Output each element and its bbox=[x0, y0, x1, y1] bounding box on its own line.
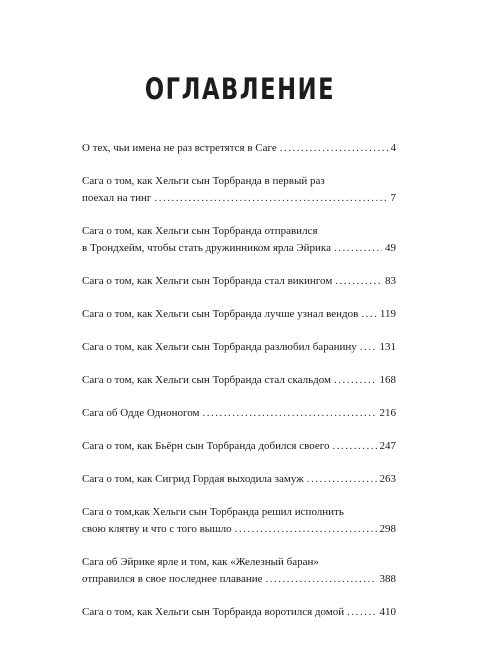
dot-leader bbox=[280, 140, 388, 157]
toc-entry-title: Сага о том, как Хельги сын Торбранда стал скальдом bbox=[82, 374, 331, 386]
toc-entry bbox=[82, 173, 396, 207]
toc-page-number: 4 bbox=[390, 142, 396, 154]
toc-entry-title: Сага о том, как Хельги сын Торбранда стал викингом bbox=[82, 275, 333, 287]
toc-entry-title: Сага о том, как Хельги сын Торбранда в первый раз bbox=[82, 175, 325, 187]
toc-entry-title: Сага о том, как Хельги сын Торбранда разлюбил баранину bbox=[82, 341, 357, 353]
toc-entry bbox=[82, 223, 396, 257]
toc-entry-title: Сага об Одде Одноногом bbox=[82, 407, 200, 419]
toc-entry bbox=[82, 372, 396, 389]
dot-leader bbox=[360, 339, 377, 356]
toc-page-number: 298 bbox=[379, 523, 396, 535]
dot-leader bbox=[154, 190, 387, 207]
dot-leader bbox=[334, 240, 382, 257]
table-of-contents bbox=[82, 140, 396, 621]
toc-page-number: 247 bbox=[379, 440, 396, 452]
toc-entry bbox=[82, 140, 396, 157]
dot-leader bbox=[235, 521, 377, 538]
toc-entry-title: О тех, чьи имена не раз встретятся в Саге bbox=[82, 142, 277, 154]
dot-leader bbox=[266, 571, 377, 588]
toc-page-number: 7 bbox=[390, 192, 396, 204]
toc-entry-title: Сага о том, как Хельги сын Торбранда лучше узнал вендов bbox=[82, 308, 359, 320]
toc-entry bbox=[82, 405, 396, 422]
toc-entry bbox=[82, 306, 396, 323]
dot-leader bbox=[335, 273, 382, 290]
toc-page-number: 83 bbox=[385, 275, 396, 287]
toc-entry bbox=[82, 339, 396, 356]
toc-page-number: 410 bbox=[379, 606, 396, 618]
dot-leader bbox=[334, 372, 377, 389]
page-title: ОГЛАВЛЕНИЕ bbox=[144, 72, 336, 106]
toc-entry bbox=[82, 604, 396, 621]
toc-page-number: 216 bbox=[379, 407, 396, 419]
toc-page-number: 131 bbox=[379, 341, 396, 353]
dot-leader bbox=[332, 438, 376, 455]
toc-page-number: 263 bbox=[379, 473, 396, 485]
toc-entry-title-continued: в Трондхейм, чтобы стать дружинником ярла Эйрика bbox=[82, 242, 331, 254]
toc-page-number: 49 bbox=[385, 242, 396, 254]
toc-entry bbox=[82, 438, 396, 455]
toc-page-number: 168 bbox=[379, 374, 396, 386]
dot-leader bbox=[203, 405, 377, 422]
toc-entry-title: Сага о том, как Бьёрн сын Торбранда добился своего bbox=[82, 440, 330, 452]
dot-leader bbox=[361, 306, 377, 323]
toc-page-number: 119 bbox=[379, 308, 396, 320]
toc-entry-title-continued: свою клятву и что с того вышло bbox=[82, 523, 232, 535]
toc-entry bbox=[82, 504, 396, 538]
toc-entry bbox=[82, 471, 396, 488]
toc-entry-title: Сага о том, как Хельги сын Торбранда воротился домой bbox=[82, 606, 345, 618]
dot-leader bbox=[347, 604, 376, 621]
toc-entry-title-continued: отправился в свое последнее плавание bbox=[82, 573, 263, 585]
dot-leader bbox=[307, 471, 377, 488]
toc-entry-title: Сага о том, как Хельги сын Торбранда отправился bbox=[82, 225, 318, 237]
toc-entry bbox=[82, 554, 396, 588]
toc-entry-title: Сага о том,как Хельги сын Торбранда решил исполнить bbox=[82, 506, 344, 518]
toc-entry bbox=[82, 273, 396, 290]
toc-entry-title: Сага об Эйрике ярле и том, как «Железный баран» bbox=[82, 556, 319, 568]
toc-entry-title: Сага о том, как Сигрид Гордая выходила замуж bbox=[82, 473, 304, 485]
toc-entry-title-continued: поехал на тинг bbox=[82, 192, 152, 204]
toc-page-number: 388 bbox=[379, 573, 396, 585]
